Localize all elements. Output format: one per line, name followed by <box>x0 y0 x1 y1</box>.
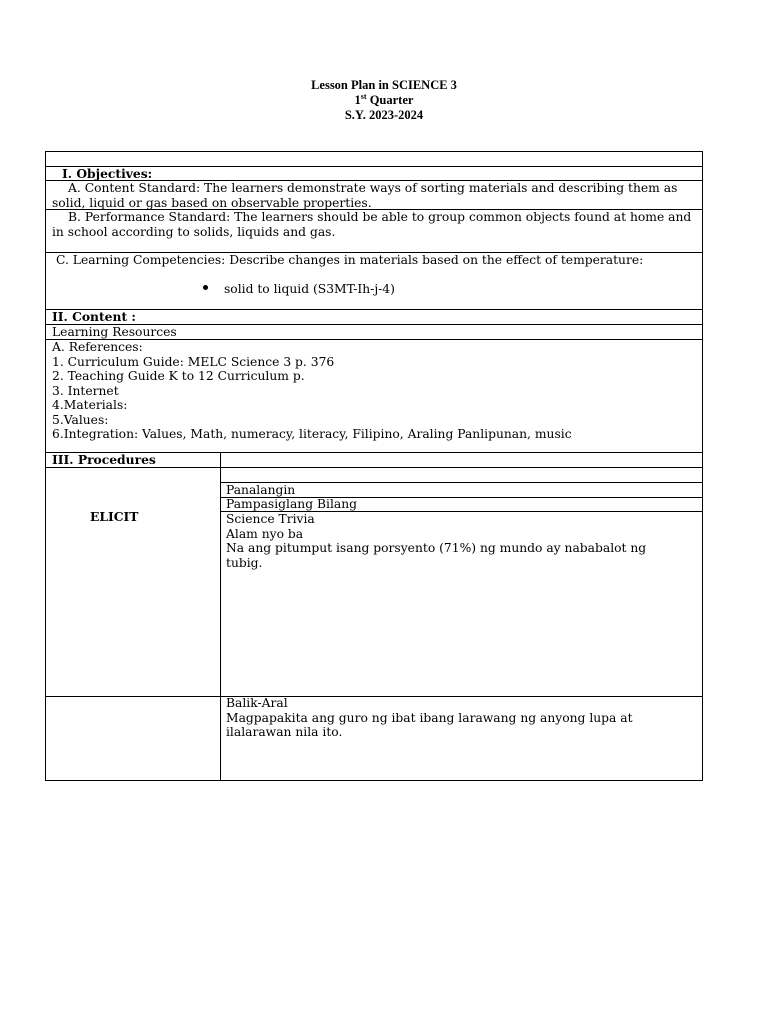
bullet-icon <box>203 285 208 290</box>
reference-line: 1. Curriculum Guide: MELC Science 3 p. 376 <box>52 354 335 369</box>
lesson-plan-table <box>45 151 703 781</box>
elicit-label: ELICIT <box>90 509 139 524</box>
content-standard: A. Content Standard: The learners demonstrate ways of sorting materials and describing them as solid, liquid or gas based on observable properties. <box>46 180 702 209</box>
reference-line: 5.Values: <box>52 412 109 427</box>
balik-aral-title: Balik-Aral <box>226 696 288 710</box>
trivia-title: Science Trivia <box>226 512 315 526</box>
science-trivia-cell <box>220 512 702 570</box>
pampasigla-cell: Pampasiglang Bilang <box>226 497 358 511</box>
reference-line: A. References: <box>52 340 143 354</box>
competency-bullet: solid to liquid (S3MT-Ih-j-4) <box>203 282 395 297</box>
reference-line: 4.Materials: <box>52 398 128 412</box>
performance-standard: B. Performance Standard: The learners should be able to group common objects found at home and in school according to solids, liquids and gas. <box>46 209 702 252</box>
objectives-heading: I. Objectives: <box>46 166 702 180</box>
panalangin-cell: Panalangin <box>226 483 296 497</box>
trivia-line: Alam nyo ba <box>226 526 304 541</box>
document-header <box>0 78 768 123</box>
reference-line: 6.Integration: Values, Math, numeracy, literacy, Filipino, Araling Panlipunan, music <box>52 427 572 441</box>
quarter-label: 1st Quarter <box>354 91 414 107</box>
reference-line: 3. Internet <box>52 383 119 398</box>
procedures-heading: III. Procedures <box>46 452 702 467</box>
reference-line: 2. Teaching Guide K to 12 Curriculum p. <box>52 369 305 383</box>
content-heading: II. Content : <box>46 309 702 324</box>
references-list <box>46 339 702 452</box>
learning-resources-label: Learning Resources <box>46 324 702 339</box>
divider <box>46 467 702 468</box>
trivia-line: Na ang pitumput isang porsyento (71%) ng mundo ay nababalot ng tubig. <box>226 541 647 570</box>
balik-aral-cell <box>220 696 702 740</box>
lesson-title: Lesson Plan in SCIENCE 3 <box>311 78 457 92</box>
balik-aral-text: Magpapakita ang guro ng ibat ibang larawang ng anyong lupa at ilalarawan nila ito. <box>226 710 633 739</box>
learning-competencies: C. Learning Competencies: Describe changes in materials based on the effect of temperature: solid to liquid (S3MT-Ih-j-4) <box>46 252 702 309</box>
school-year: S.Y. 2023-2024 <box>344 108 424 122</box>
